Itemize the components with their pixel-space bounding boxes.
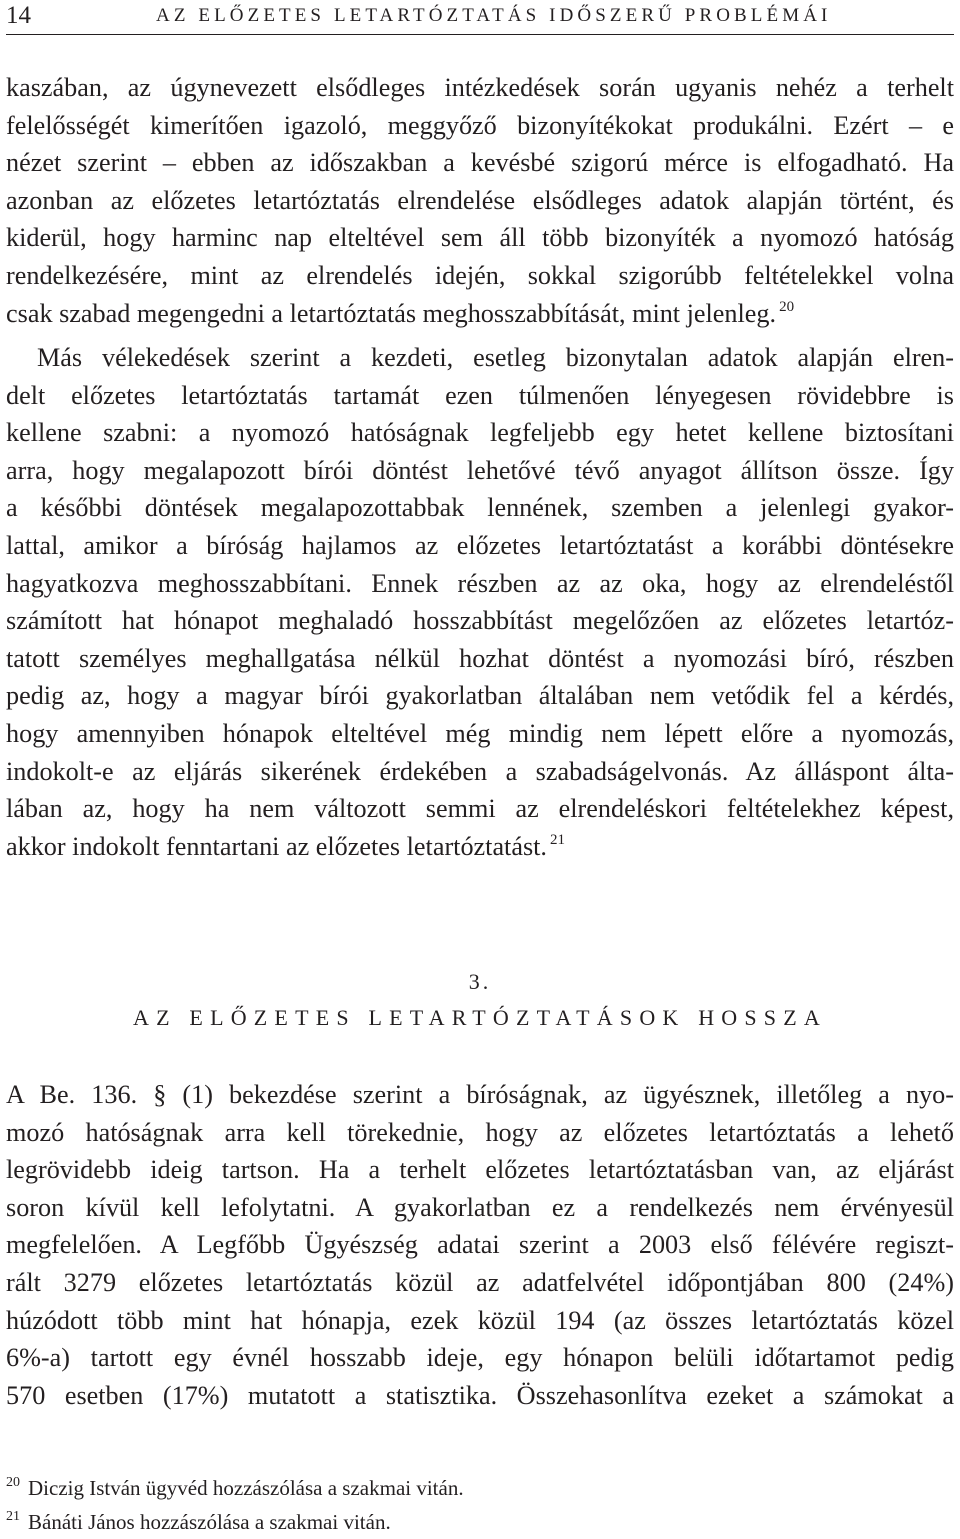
text-line: 570 esetben (17%) mutatott a statisztika. Összehasonlítva ezeket a számokat a bbox=[6, 1380, 954, 1410]
footnote-number: 20 bbox=[6, 1475, 20, 1490]
text-line: pedig az, hogy a magyar bírói gyakorlatban általában nem vetődik fel a kérdés, bbox=[6, 681, 954, 711]
page-number: 14 bbox=[6, 2, 31, 29]
footnote-text: Bánáti János hozzászólása a szakmai vitán. bbox=[28, 1510, 391, 1534]
text-line: a későbbi döntések megalapozottabbak lennének, szemben a jelenlegi gyakor- bbox=[6, 493, 954, 523]
text-line: azonban az előzetes letartóztatás elrendelése elsődleges adatok alapján történt, és bbox=[6, 185, 954, 215]
running-header bbox=[6, 0, 954, 35]
footnote-text: Diczig István ügyvéd hozzászólása a szakmai vitán. bbox=[28, 1476, 464, 1500]
text-line-content: csak szabad megengedni a letartóztatás meghosszabbítását, mint jelenleg. bbox=[6, 298, 777, 328]
text-line-last bbox=[6, 295, 954, 333]
footnote-number: 21 bbox=[6, 1509, 20, 1524]
text-line: tatott személyes meghallgatása nélkül hozhat döntést a nyomozási bíró, részben bbox=[6, 643, 954, 673]
footnote-21 bbox=[6, 1500, 954, 1534]
paragraph-3 bbox=[6, 1076, 954, 1414]
text-line: Más vélekedések szerint a kezdeti, esetleg bizonytalan adatok alapján elren- bbox=[37, 343, 954, 372]
text-line: indokolt-e az eljárás sikerének érdekében a szabadságelvonás. Az álláspont álta- bbox=[6, 756, 954, 786]
text-line: mozó hatóságnak arra kell törekednie, hogy az előzetes letartóztatás a lehető bbox=[6, 1117, 954, 1147]
text-line: húzódott több mint hat hónapja, ezek közül 194 (az összes letartóztatás közel bbox=[6, 1305, 954, 1335]
footnote-20 bbox=[6, 1466, 954, 1500]
section-number: 3. bbox=[468, 969, 492, 994]
text-line: kiderül, hogy harminc nap elteltével sem áll több bizonyíték a nyomozó hatóság bbox=[6, 223, 954, 253]
text-line: hogy amennyiben hónapok elteltével még mindig nem lépett előre a nyomozás, bbox=[6, 718, 954, 748]
footnote-ref-21[interactable]: 21 bbox=[549, 831, 565, 848]
text-line: 6%-a) tartott egy évnél hosszabb ideje, egy hónapon belüli időtartamot pedig bbox=[6, 1343, 954, 1373]
running-title: AZ ELŐZETES LETARTÓZTATÁS IDŐSZERŰ PROBLÉMÁI bbox=[156, 5, 832, 26]
text-line: megfelelően. A Legfőbb Ügyészség adatai szerint a 2003 első félévére regiszt- bbox=[6, 1230, 954, 1260]
paragraph-2 bbox=[6, 339, 954, 865]
text-line: A Be. 136. § (1) bekezdése szerint a bíróságnak, az ügyésznek, illetőleg a nyo- bbox=[6, 1080, 954, 1109]
text-line: delt előzetes letartóztatás tartamát ezen túlmenően lényegesen rövidebbre is bbox=[6, 380, 954, 410]
text-line: lattal, amikor a bíróság hajlamos az előzetes letartóztatást a korábbi döntésekre bbox=[6, 530, 954, 560]
text-line: hagyatkozva meghosszabbítani. Ennek részben az az oka, hogy az elrendeléstől bbox=[6, 568, 954, 598]
text-line: kellene szabni: a nyomozó hatóságnak legfeljebb egy hetet kellene biztosítani bbox=[6, 418, 954, 448]
text-line: nézet szerint – ebben az időszakban a kevésbé szigorú mérce is elfogadható. Ha bbox=[6, 148, 954, 178]
text-line: rendelkezésére, mint az elrendelés idején, sokkal szigorúbb feltételekkel volna bbox=[6, 260, 954, 290]
section-title: AZ ELŐZETES LETARTÓZTATÁSOK HOSSZA bbox=[133, 1005, 827, 1030]
footnote-ref-20[interactable]: 20 bbox=[779, 298, 795, 315]
footnotes bbox=[6, 1466, 954, 1534]
text-line-content: akkor indokolt fenntartani az előzetes letartóztatást. bbox=[6, 831, 547, 861]
text-line: arra, hogy megalapozott bírói döntést lehetővé tévő anyagot állítson össze. Így bbox=[6, 455, 954, 485]
text-line: számított hat hónapot meghaladó hosszabbítást megelőzően az előzetes letartóz- bbox=[6, 606, 954, 636]
text-line: soron kívül kell lefolytatni. A gyakorlatban ez a rendelkezés nem érvényesül bbox=[6, 1192, 954, 1222]
text-line: rált 3279 előzetes letartóztatás közül az adatfelvétel időpontjában 800 (24%) bbox=[6, 1267, 954, 1297]
text-line: lában az, hogy ha nem változott semmi az elrendeléskori feltételekhez képest, bbox=[6, 794, 954, 824]
text-line-last bbox=[6, 828, 954, 866]
text-line: kaszában, az úgynevezett elsődleges intézkedések során ugyanis nehéz a terhelt bbox=[6, 73, 954, 102]
text-line: felelősségét kimerítően igazoló, meggyőző bizonyítékokat produkálni. Ezért – e bbox=[6, 110, 954, 140]
text-line: legrövidebb ideig tartson. Ha a terhelt előzetes letartóztatásban van, az eljárást bbox=[6, 1155, 954, 1185]
paragraph-1 bbox=[6, 69, 954, 332]
